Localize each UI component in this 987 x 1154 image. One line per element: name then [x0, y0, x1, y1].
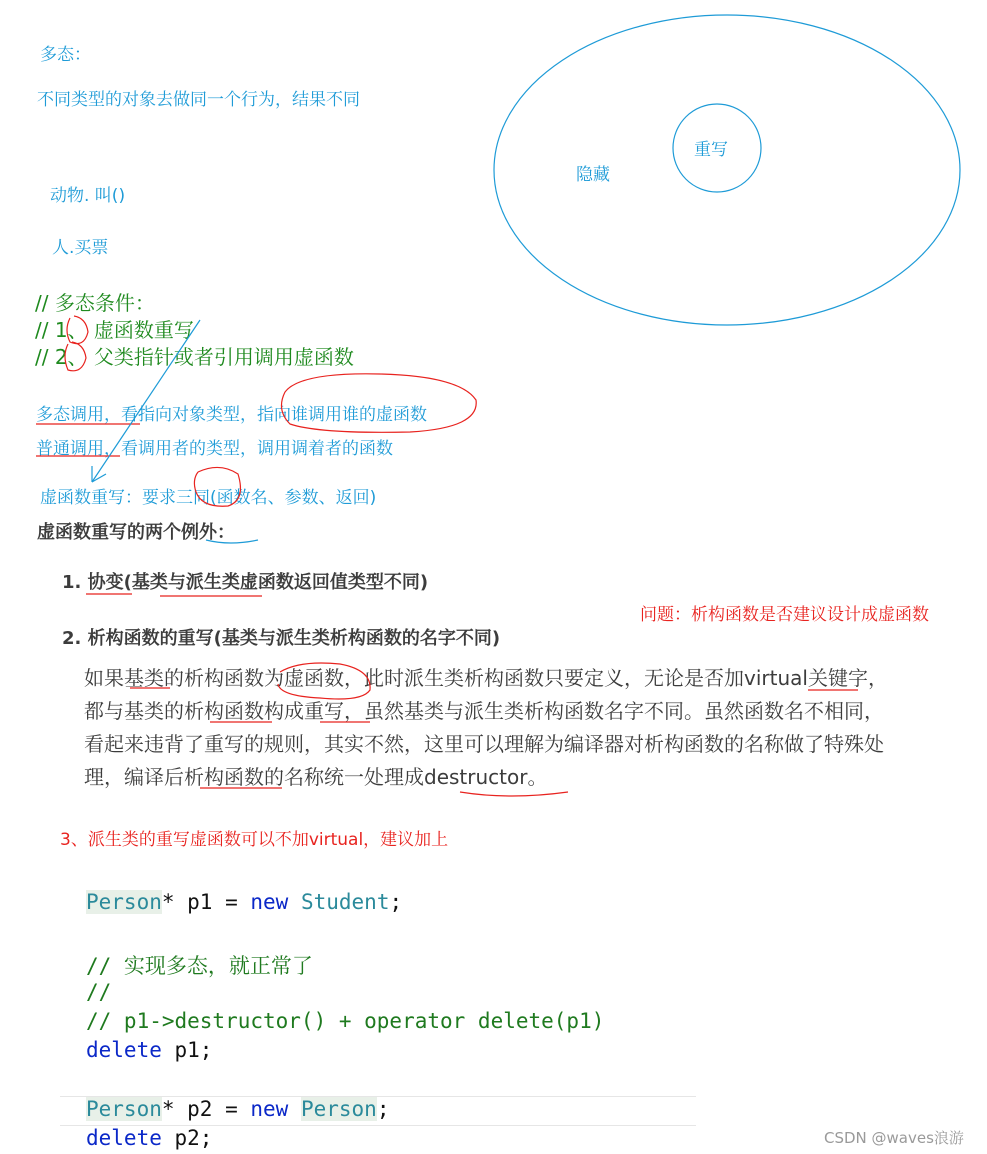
notes-title: 多态： — [40, 45, 91, 65]
explanation-line-3: 看起来违背了重写的规则，其实不然，这里可以理解为编译器对析构函数的名称做了特殊处 — [84, 732, 884, 756]
exception-virtual-optional: 3、派生类的重写虚函数可以不加virtual，建议加上 — [60, 830, 449, 850]
watermark: CSDN @waves浪游 — [824, 1129, 964, 1147]
explanation-line-1: 如果基类的析构函数为虚函数，此时派生类析构函数只要定义，无论是否加virtual关键字， — [84, 666, 888, 690]
diagram-label-override: 重写 — [694, 140, 728, 160]
explanation-line-2: 都与基类的析构函数构成重写，虽然基类与派生类析构函数名字不同。虽然函数名不相同， — [84, 699, 884, 723]
notes-definition: 不同类型的对象去做同一个行为，结果不同 — [37, 90, 360, 110]
diagram-label-hide: 隐藏 — [576, 165, 610, 185]
code-type: Person — [86, 890, 162, 914]
code-line-delete-p2: delete p2; — [86, 1126, 213, 1150]
notes-example-person: 人.买票 — [52, 238, 109, 258]
exceptions-heading: 虚函数重写的两个例外： — [37, 522, 235, 543]
normal-call-note: 普通调用，看调用者的类型，调用调着者的函数 — [36, 439, 393, 459]
condition-1: // 1、 虚函数重写 — [35, 318, 194, 342]
code-comment-2: // — [86, 980, 112, 1004]
code-line-new-person: Person* p2 = new Person; — [86, 1097, 390, 1121]
override-rule-note: 虚函数重写：要求三同(函数名、参数、返回) — [40, 488, 377, 508]
poly-call-note: 多态调用，看指向对象类型，指向谁调用谁的虚函数 — [36, 405, 427, 425]
code-line-delete-p1: delete p1; — [86, 1038, 213, 1062]
condition-heading: // 多态条件： — [35, 291, 155, 315]
destructor-question: 问题：析构函数是否建议设计成虚函数 — [640, 605, 929, 625]
notes-example-animal: 动物. 叫() — [50, 186, 126, 206]
explanation-line-4: 理，编译后析构函数的名称统一处理成destructor。 — [84, 765, 548, 789]
code-comment-1: // 实现多态，就正常了 — [86, 954, 313, 978]
code-line-new-student: Person* p1 = new Student; — [86, 890, 403, 914]
exception-covariance: 1. 协变(基类与派生类虚函数返回值类型不同) — [62, 572, 429, 593]
exception-destructor: 2. 析构函数的重写(基类与派生类析构函数的名字不同) — [62, 628, 501, 649]
condition-2: // 2、 父类指针或者引用调用虚函数 — [35, 345, 354, 369]
code-comment-3: // p1->destructor() + operator delete(p1) — [86, 1009, 605, 1033]
